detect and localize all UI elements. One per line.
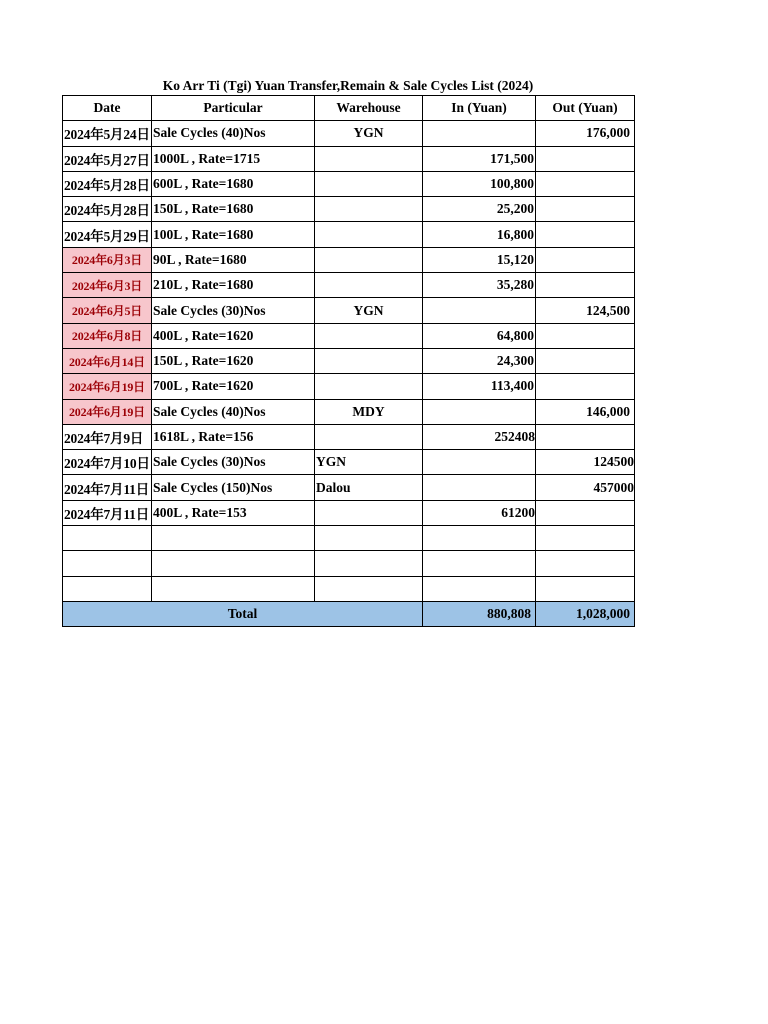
total-row	[63, 601, 635, 626]
cell-in[interactable]: 25,200	[423, 197, 536, 222]
cell-out[interactable]	[536, 374, 635, 399]
table-row	[63, 526, 635, 551]
cell-warehouse[interactable]	[315, 197, 423, 222]
cell-warehouse[interactable]	[315, 171, 423, 196]
total-out[interactable]: 1,028,000	[536, 601, 635, 626]
cell-out[interactable]	[536, 146, 635, 171]
cell-out[interactable]: 124500	[536, 450, 635, 475]
header-out[interactable]: Out (Yuan)	[536, 96, 635, 121]
cell-out[interactable]	[536, 273, 635, 298]
header-particular[interactable]: Particular	[152, 96, 315, 121]
cell-particular[interactable]: Sale Cycles (30)Nos	[152, 450, 315, 475]
cell-warehouse[interactable]: MDY	[315, 399, 423, 424]
cell-date[interactable]: 2024年6月14日	[63, 348, 152, 373]
cell-warehouse[interactable]	[315, 146, 423, 171]
cell-out[interactable]	[536, 197, 635, 222]
cell-in[interactable]: 35,280	[423, 273, 536, 298]
cell-out[interactable]	[536, 576, 635, 601]
total-in[interactable]: 880,808	[423, 601, 536, 626]
cell-warehouse[interactable]: YGN	[315, 298, 423, 323]
cell-out[interactable]: 457000	[536, 475, 635, 500]
table-row	[63, 197, 635, 222]
sheet-title: Ko Arr Ti (Tgi) Yuan Transfer,Remain & Sale Cycles List (2024)	[162, 78, 534, 93]
table-row	[63, 247, 635, 272]
cell-warehouse[interactable]: Dalou	[315, 475, 423, 500]
cell-particular[interactable]: 150L , Rate=1680	[152, 197, 315, 222]
cell-particular[interactable]: 1618L , Rate=156	[152, 424, 315, 449]
cell-warehouse[interactable]	[315, 348, 423, 373]
table-row	[63, 273, 635, 298]
cell-date[interactable]: 2024年5月28日	[63, 197, 152, 222]
cell-date[interactable]	[63, 551, 152, 576]
cell-particular[interactable]: 210L , Rate=1680	[152, 273, 315, 298]
cell-warehouse[interactable]	[315, 551, 423, 576]
header-warehouse[interactable]: Warehouse	[315, 96, 423, 121]
header-date[interactable]: Date	[63, 96, 152, 121]
cell-out[interactable]	[536, 247, 635, 272]
table-row	[63, 146, 635, 171]
cell-in[interactable]	[423, 526, 536, 551]
cell-out[interactable]: 124,500	[536, 298, 635, 323]
cell-date[interactable]: 2024年7月11日	[63, 500, 152, 525]
total-label[interactable]: Total	[63, 601, 423, 626]
cell-warehouse[interactable]	[315, 526, 423, 551]
cell-out[interactable]	[536, 348, 635, 373]
cell-warehouse[interactable]: YGN	[315, 450, 423, 475]
cell-in[interactable]: 61200	[423, 500, 536, 525]
table-row	[63, 576, 635, 601]
cell-particular[interactable]: Sale Cycles (40)Nos	[152, 121, 315, 146]
cell-in[interactable]: 113,400	[423, 374, 536, 399]
cell-in[interactable]	[423, 399, 536, 424]
cell-warehouse[interactable]	[315, 247, 423, 272]
cell-date[interactable]	[63, 576, 152, 601]
cell-out[interactable]	[536, 171, 635, 196]
cell-particular[interactable]: Sale Cycles (150)Nos	[152, 475, 315, 500]
cell-date[interactable]: 2024年5月28日	[63, 171, 152, 196]
cell-warehouse[interactable]	[315, 273, 423, 298]
cell-out[interactable]	[536, 323, 635, 348]
table-row	[63, 171, 635, 196]
table-row	[63, 500, 635, 525]
table-row	[63, 348, 635, 373]
cell-warehouse[interactable]	[315, 576, 423, 601]
cell-in[interactable]: 15,120	[423, 247, 536, 272]
cell-particular[interactable]	[152, 526, 315, 551]
cell-in[interactable]: 16,800	[423, 222, 536, 247]
transfer-table	[62, 95, 635, 627]
cell-warehouse[interactable]: YGN	[315, 121, 423, 146]
cell-out[interactable]	[536, 526, 635, 551]
cell-date[interactable]: 2024年6月3日	[63, 273, 152, 298]
cell-particular[interactable]: Sale Cycles (40)Nos	[152, 399, 315, 424]
cell-in[interactable]	[423, 450, 536, 475]
cell-date[interactable]: 2024年6月8日	[63, 323, 152, 348]
cell-particular[interactable]: 400L , Rate=153	[152, 500, 315, 525]
cell-warehouse[interactable]	[315, 500, 423, 525]
cell-date[interactable]: 2024年6月3日	[63, 247, 152, 272]
cell-warehouse[interactable]	[315, 323, 423, 348]
cell-date[interactable]: 2024年6月19日	[63, 399, 152, 424]
table-row	[63, 374, 635, 399]
cell-particular[interactable]	[152, 551, 315, 576]
cell-date[interactable]: 2024年6月5日	[63, 298, 152, 323]
cell-in[interactable]	[423, 576, 536, 601]
cell-date[interactable]: 2024年7月11日	[63, 475, 152, 500]
cell-out[interactable]: 176,000	[536, 121, 635, 146]
cell-out[interactable]	[536, 424, 635, 449]
table-row	[63, 424, 635, 449]
cell-particular[interactable]: 700L , Rate=1620	[152, 374, 315, 399]
cell-particular[interactable]: Sale Cycles (30)Nos	[152, 298, 315, 323]
cell-in[interactable]: 171,500	[423, 146, 536, 171]
table-row	[63, 450, 635, 475]
header-row	[63, 96, 635, 121]
cell-date[interactable]: 2024年7月10日	[63, 450, 152, 475]
cell-date[interactable]: 2024年6月19日	[63, 374, 152, 399]
cell-in[interactable]	[423, 475, 536, 500]
cell-date[interactable]: 2024年5月27日	[63, 146, 152, 171]
cell-in[interactable]: 100,800	[423, 171, 536, 196]
table-row	[63, 399, 635, 424]
table-row	[63, 551, 635, 576]
cell-in[interactable]: 24,300	[423, 348, 536, 373]
cell-particular[interactable]: 600L , Rate=1680	[152, 171, 315, 196]
table-row	[63, 298, 635, 323]
cell-in[interactable]	[423, 121, 536, 146]
cell-out[interactable]: 146,000	[536, 399, 635, 424]
cell-particular[interactable]: 1000L , Rate=1715	[152, 146, 315, 171]
cell-in[interactable]: 252408	[423, 424, 536, 449]
cell-in[interactable]: 64,800	[423, 323, 536, 348]
cell-date[interactable]: 2024年5月24日	[63, 121, 152, 146]
cell-warehouse[interactable]	[315, 374, 423, 399]
cell-out[interactable]	[536, 500, 635, 525]
cell-particular[interactable]	[152, 576, 315, 601]
cell-particular[interactable]: 400L , Rate=1620	[152, 323, 315, 348]
cell-particular[interactable]: 100L , Rate=1680	[152, 222, 315, 247]
table-row	[63, 222, 635, 247]
cell-out[interactable]	[536, 222, 635, 247]
table-row	[63, 475, 635, 500]
cell-in[interactable]	[423, 551, 536, 576]
table-row	[63, 323, 635, 348]
header-in[interactable]: In (Yuan)	[423, 96, 536, 121]
cell-warehouse[interactable]	[315, 222, 423, 247]
cell-particular[interactable]: 150L , Rate=1620	[152, 348, 315, 373]
cell-date[interactable]: 2024年5月29日	[63, 222, 152, 247]
cell-warehouse[interactable]	[315, 424, 423, 449]
cell-particular[interactable]: 90L , Rate=1680	[152, 247, 315, 272]
cell-in[interactable]	[423, 298, 536, 323]
cell-date[interactable]: 2024年7月9日	[63, 424, 152, 449]
cell-out[interactable]	[536, 551, 635, 576]
table-row	[63, 121, 635, 146]
cell-date[interactable]	[63, 526, 152, 551]
